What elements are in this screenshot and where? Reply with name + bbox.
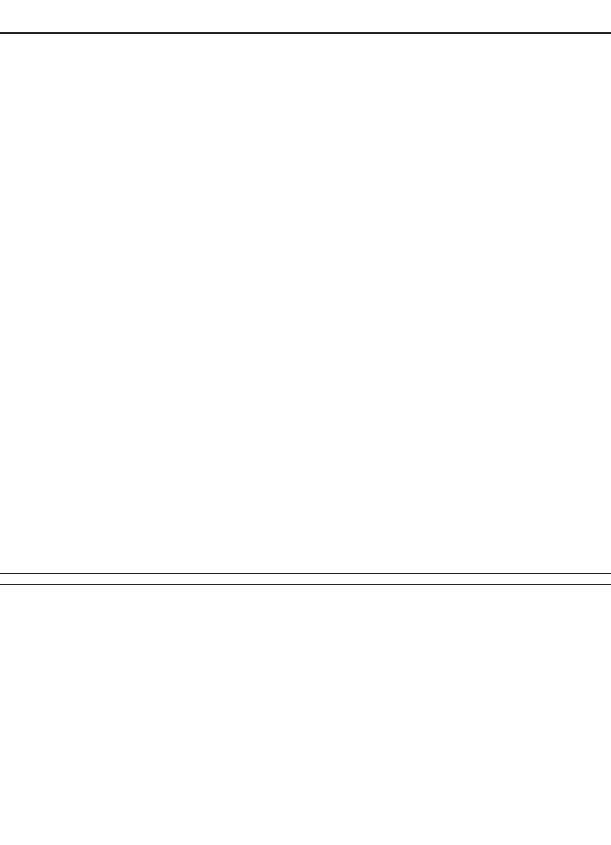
article-body-bottom	[10, 590, 602, 840]
section-divider	[0, 573, 611, 585]
page-header	[0, 0, 611, 34]
newspaper-logo	[518, 4, 604, 26]
article-body-top	[10, 90, 602, 568]
